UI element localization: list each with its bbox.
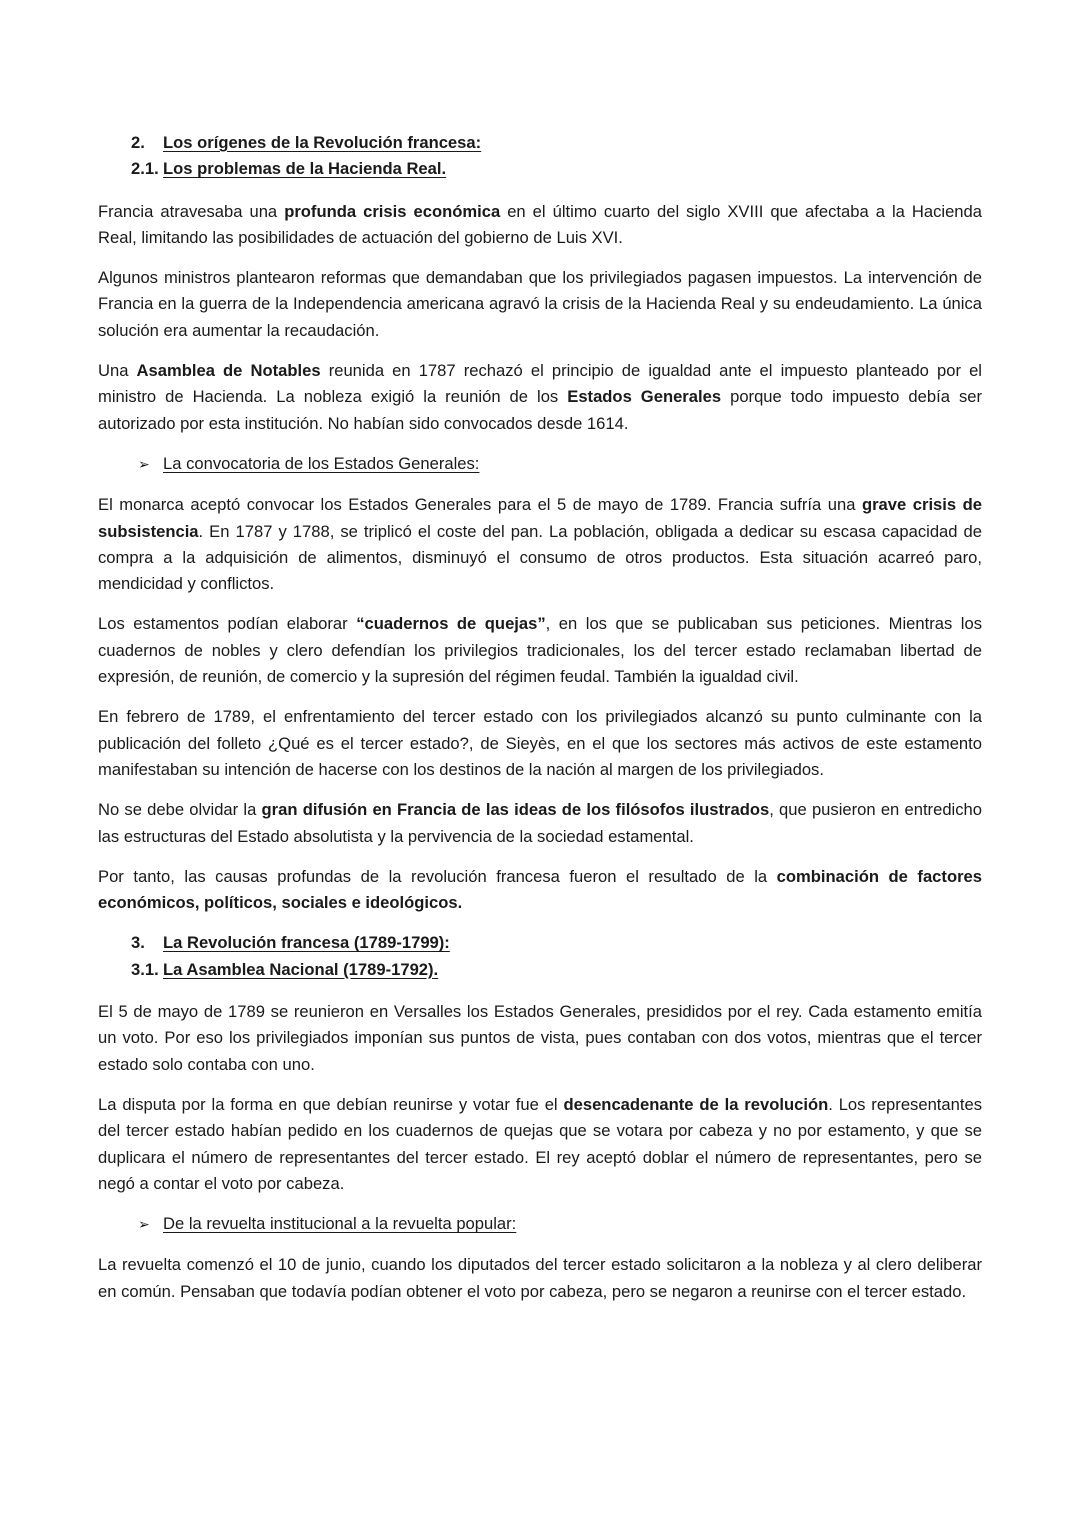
- text: , que pusieron en entredicho las estructuras del Estado absolutista y la pervivencia de la sociedad estamental.: [98, 800, 982, 846]
- bold-text: grave crisis de subsistencia: [98, 495, 983, 541]
- heading-title: Los problemas de la Hacienda Real.: [163, 159, 447, 179]
- paragraph: [98, 199, 982, 252]
- section-heading: [98, 130, 982, 156]
- bold-text: “cuadernos de quejas”: [356, 614, 546, 634]
- bullet-heading-text: De la revuelta institucional a la revuelta popular:: [163, 1214, 517, 1234]
- text: , en los que se publicaban sus peticiones. Mientras los cuadernos de nobles y clero defendían los privilegios tradicionales, los del tercer estado reclamaban libertad de expresión, de reunión, de comercio y la supresión del régimen feudal. También la igualdad civil.: [98, 614, 982, 687]
- bold-text: Estados Generales: [567, 387, 722, 407]
- text: en el último cuarto del siglo XVIII que afectaba a la Hacienda Real, limitando las posibilidades de actuación del gobierno de Luis XVI.: [98, 201, 982, 247]
- text: Los estamentos podían elaborar: [98, 614, 357, 634]
- document-page: [98, 130, 982, 1319]
- subsection-heading: [98, 957, 982, 983]
- bold-text: profunda crisis económica: [284, 201, 501, 221]
- paragraph: [98, 797, 982, 850]
- heading-title: La Asamblea Nacional (1789-1792).: [163, 959, 439, 979]
- section-heading: [98, 930, 982, 956]
- arrow-bullet-icon: ➢: [138, 1216, 150, 1233]
- arrow-bullet-icon: ➢: [138, 455, 150, 472]
- paragraph: [98, 265, 982, 344]
- bold-text: combinación de factores económicos, políticos, sociales e ideológicos.: [98, 866, 982, 913]
- bold-text: desencadenante de la revolución: [563, 1094, 829, 1114]
- text: El 5 de mayo de 1789 se reunieron en Versalles los Estados Generales, presididos por el rey. Cada estamento emitía un voto. Por eso los privilegiados imponían sus puntos de vista, pues contaban con dos votos, mientras que el tercer estado solo contaba con uno.: [98, 1002, 982, 1074]
- heading-title: Los orígenes de la Revolución francesa:: [163, 133, 482, 152]
- text: La disputa por la forma en que debían reunirse y votar fue el: [98, 1094, 564, 1114]
- text: . En 1787 y 1788, se triplicó el coste del pan. La población, obligada a dedicar su escasa capacidad de compra a la adquisición de alimentos, disminuyó el consumo de otros productos. Esta situación acarreó paro, mendicidad y conflictos.: [98, 521, 982, 594]
- paragraph: [98, 358, 982, 437]
- paragraph: [98, 999, 982, 1078]
- text: Por tanto, las causas profundas de la revolución francesa fueron el resultado de la: [98, 866, 777, 886]
- text: Algunos ministros plantearon reformas que demandaban que los privilegiados pagasen impuestos. La intervención de Francia en la guerra de la Independencia americana agravó la crisis de la Hacienda Real y su endeudamiento. La única solución era aumentar la recaudación.: [98, 268, 982, 340]
- bold-text: Asamblea de Notables: [136, 361, 321, 381]
- paragraph: [98, 864, 982, 917]
- text: . Los representantes del tercer estado habían pedido en los cuadernos de quejas que se votara por cabeza y no por estamento, y que se duplicara el número de representantes del tercer estado. El rey aceptó doblar el número de representantes, pero se negó a contar el voto por cabeza.: [98, 1094, 982, 1193]
- paragraph: [98, 704, 982, 783]
- bullet-heading: [98, 1211, 982, 1237]
- paragraph: [98, 1092, 982, 1197]
- bullet-heading: [98, 451, 982, 477]
- text: En febrero de 1789, el enfrentamiento del tercer estado con los privilegiados alcanzó su punto culminante con la publicación del folleto ¿Qué es el tercer estado?, de Sieyès, en el que los sectores más activos de este estamento manifestaban su intención de hacerse con los destinos de la nación al margen de los privilegiados.: [98, 707, 982, 779]
- heading-number: 3.1.: [131, 959, 159, 979]
- text: No se debe olvidar la: [98, 800, 262, 820]
- text: El monarca aceptó convocar los Estados Generales para el 5 de mayo de 1789. Francia sufría una: [98, 495, 862, 515]
- heading-title: La Revolución francesa (1789-1799):: [163, 933, 450, 953]
- text: La revuelta comenzó el 10 de junio, cuando los diputados del tercer estado solicitaron a la nobleza y al clero deliberar en común. Pensaban que todavía podían obtener el voto por cabeza, pero se negaron a reunirse con el tercer estado.: [98, 1255, 982, 1301]
- subsection-heading: [98, 156, 982, 182]
- paragraph: [98, 1252, 982, 1305]
- heading-number: 2.: [131, 133, 145, 152]
- bullet-heading-text: La convocatoria de los Estados Generales:: [163, 453, 480, 473]
- text: porque todo impuesto debía ser autorizado por esta institución. No habían sido convocados desde 1614.: [98, 387, 982, 433]
- text: reunida en 1787 rechazó el principio de igualdad ante el impuesto planteado por el ministro de Hacienda. La nobleza exigió la reunión de los: [98, 361, 982, 407]
- text: Una: [98, 361, 137, 381]
- heading-number: 3.: [131, 933, 145, 953]
- text: Francia atravesaba una: [98, 201, 285, 221]
- paragraph: [98, 611, 982, 690]
- paragraph: [98, 492, 982, 597]
- bold-text: gran difusión en Francia de las ideas de los filósofos ilustrados: [261, 800, 770, 820]
- heading-number: 2.1.: [131, 159, 159, 179]
